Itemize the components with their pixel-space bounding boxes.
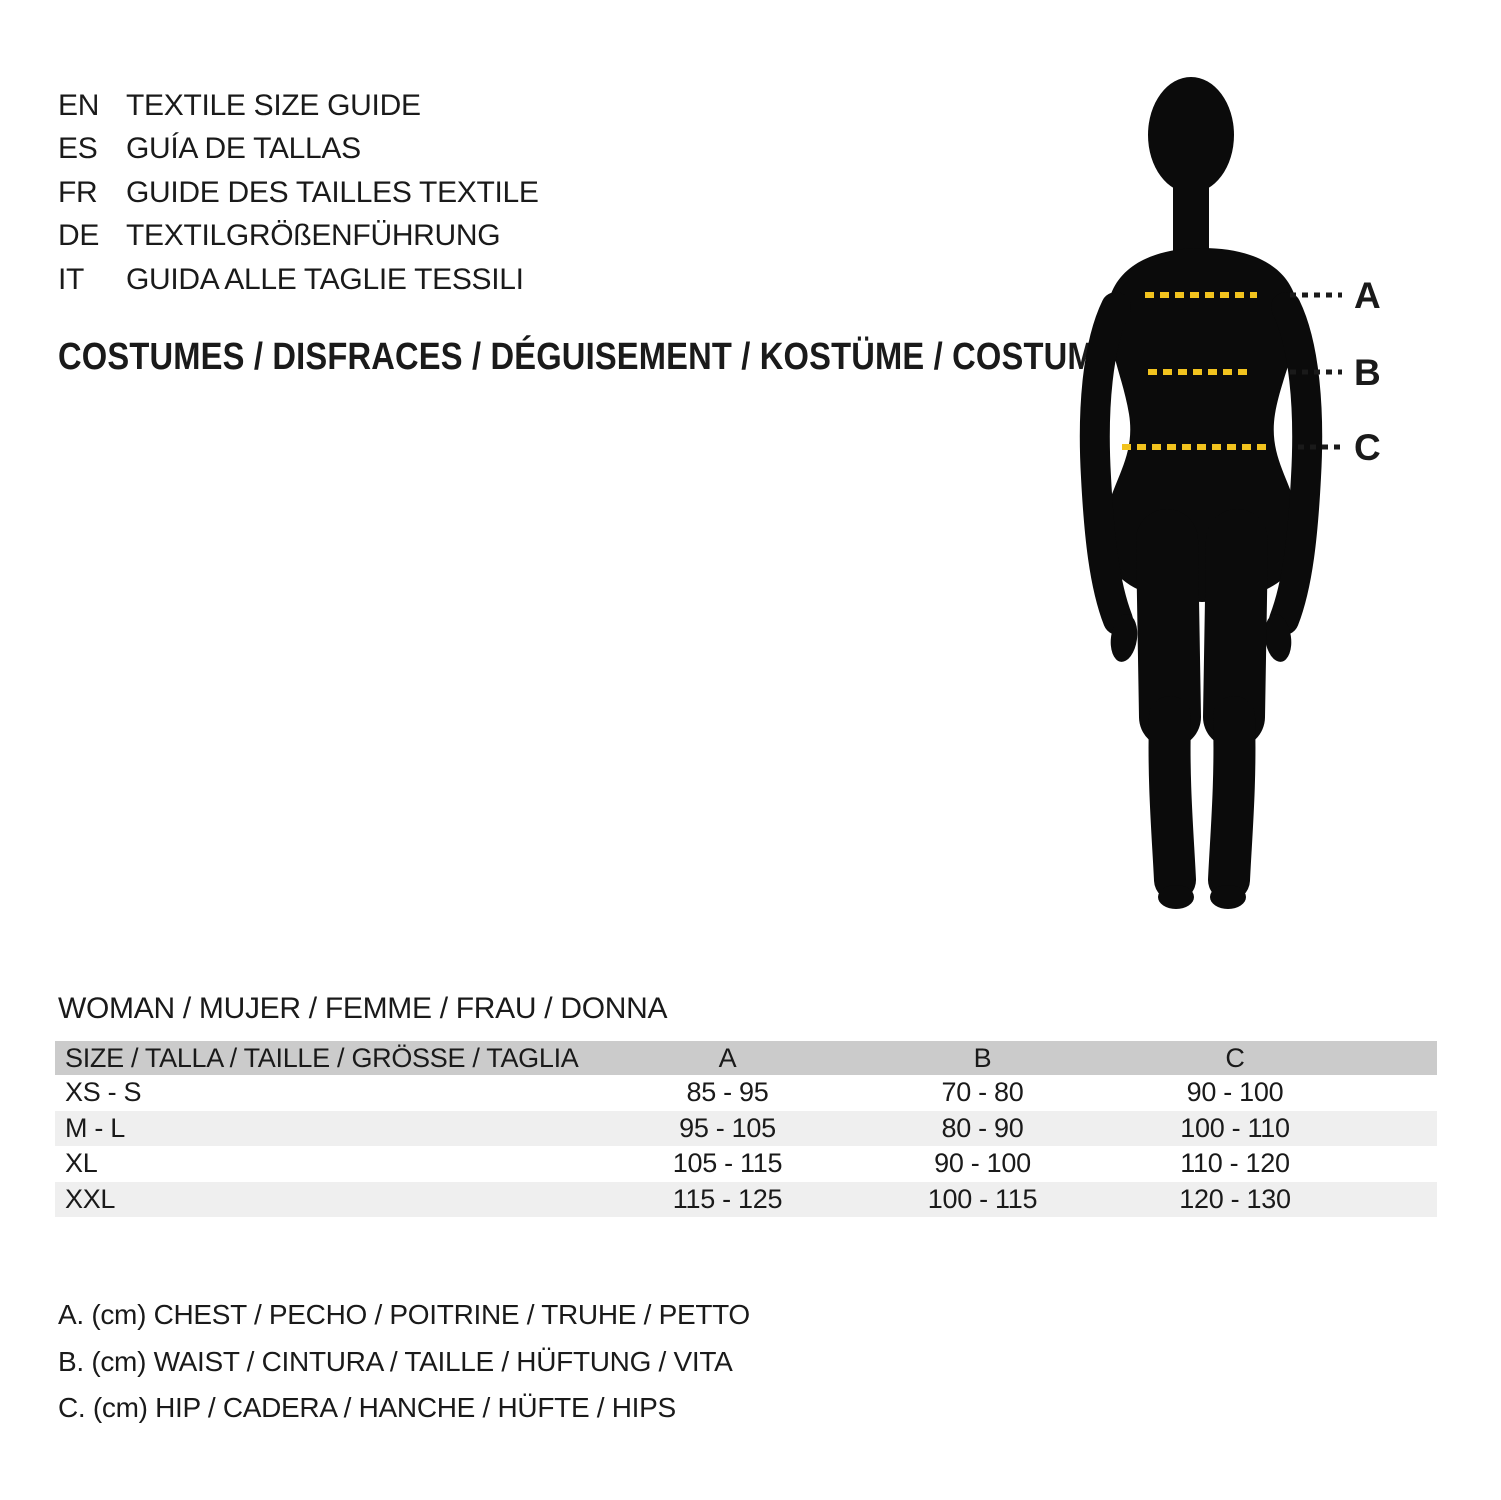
waist-cell: 100 - 115 [927, 1183, 1038, 1214]
figure-label-b: B [1354, 352, 1381, 393]
table-row-xl [55, 1146, 1437, 1182]
header-c: C [1225, 1042, 1245, 1073]
measurement-figure [1070, 72, 1410, 922]
header-a: A [718, 1042, 737, 1073]
measurement-legend [58, 1292, 750, 1432]
chest-cell: 95 - 105 [679, 1112, 776, 1143]
size-cell: XL [65, 1148, 98, 1179]
header-size: SIZE / TALLA / TAILLE / GRÖSSE / TAGLIA [65, 1042, 579, 1073]
figure-label-a: A [1354, 275, 1381, 316]
silhouette-neck [1173, 170, 1209, 252]
legend-line-chest: A. (cm) CHEST / PECHO / POITRINE / TRUHE / PETTO [58, 1299, 750, 1331]
table-row-xs-s [55, 1075, 1437, 1111]
lang-code: IT [58, 262, 85, 296]
lang-code: FR [58, 175, 98, 209]
hip-cell: 120 - 130 [1179, 1183, 1291, 1214]
legend-line-waist: B. (cm) WAIST / CINTURA / TAILLE / HÜFTUNG / VITA [58, 1345, 733, 1377]
hip-cell: 110 - 120 [1180, 1148, 1290, 1179]
lang-label: GUÍA DE TALLAS [126, 132, 361, 166]
silhouette-foot-left [1158, 885, 1194, 909]
waist-cell: 70 - 80 [941, 1077, 1024, 1108]
spacer-cell [1360, 1111, 1437, 1147]
waist-cell: 90 - 100 [934, 1148, 1031, 1179]
table-row-xxl [55, 1182, 1437, 1218]
lang-code: ES [58, 132, 98, 166]
lang-code: EN [58, 88, 100, 122]
lang-row-de [58, 215, 539, 259]
legend-line-hip: C. (cm) HIP / CADERA / HANCHE / HÜFTE / HIPS [58, 1392, 676, 1424]
hip-cell: 100 - 110 [1180, 1112, 1290, 1143]
category-heading: COSTUMES / DISFRACES / DÉGUISEMENT / KOSTÜME / COSTUMI [58, 336, 1105, 378]
silhouette-foot-right [1210, 885, 1246, 909]
chest-cell: 105 - 115 [672, 1148, 783, 1179]
size-table [55, 1041, 1437, 1217]
header-spacer [1360, 1041, 1437, 1075]
chest-cell: 85 - 95 [686, 1077, 769, 1108]
silhouette-calf-left [1170, 717, 1175, 880]
size-cell: XS - S [65, 1077, 142, 1108]
header-b: B [973, 1042, 992, 1073]
spacer-cell [1360, 1075, 1437, 1111]
woman-silhouette [1095, 77, 1307, 909]
size-cell: M - L [65, 1112, 126, 1143]
spacer-cell [1360, 1182, 1437, 1218]
lang-row-es [58, 128, 539, 172]
lang-row-en [58, 84, 539, 128]
silhouette-arm-left [1095, 307, 1118, 620]
silhouette-thigh-right [1234, 540, 1237, 717]
woman-silhouette-svg [1070, 72, 1410, 922]
section-heading-woman: WOMAN / MUJER / FEMME / FRAU / DONNA [58, 992, 668, 1025]
silhouette-arm-right [1284, 307, 1307, 620]
lang-row-it [58, 258, 539, 302]
silhouette-torso [1103, 248, 1301, 602]
silhouette-thigh-left [1167, 540, 1170, 717]
chest-cell: 115 - 125 [672, 1183, 783, 1214]
size-cell: XXL [65, 1183, 116, 1214]
lang-label: TEXTILE SIZE GUIDE [126, 88, 421, 122]
lang-label: GUIDA ALLE TAGLIE TESSILI [126, 262, 524, 296]
lang-label: TEXTILGRÖßENFÜHRUNG [126, 219, 501, 253]
figure-label-c: C [1354, 427, 1381, 468]
table-row-m-l [55, 1111, 1437, 1147]
lang-code: DE [58, 219, 100, 253]
lang-row-fr [58, 171, 539, 215]
silhouette-calf-right [1229, 717, 1234, 880]
hip-cell: 90 - 100 [1186, 1077, 1284, 1108]
waist-cell: 80 - 90 [941, 1112, 1024, 1143]
lang-label: GUIDE DES TAILLES TEXTILE [126, 175, 539, 209]
language-list [58, 84, 539, 302]
spacer-cell [1360, 1146, 1437, 1182]
table-header-row [55, 1041, 1437, 1075]
